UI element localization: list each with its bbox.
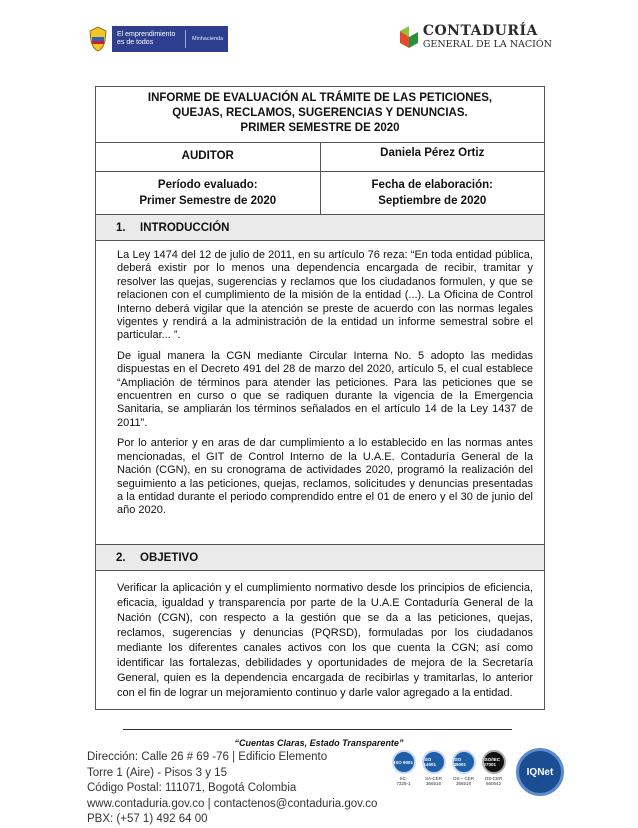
date-cell <box>320 172 545 214</box>
report-title <box>96 87 544 143</box>
gov-divider <box>185 30 186 48</box>
auditor-label: AUDITOR <box>181 150 234 162</box>
auditor-name: Daniela Pérez Ortiz <box>320 143 545 171</box>
certification-badge <box>480 750 507 796</box>
gov-slogan <box>117 31 179 47</box>
section-number: 1. <box>116 221 126 234</box>
auditor-row <box>96 143 544 172</box>
badge-code: OS-CER 660642 <box>484 776 503 786</box>
report-title-line2: QUEJAS, RECLAMOS, SUGERENCIAS Y DENUNCIAS. <box>172 107 468 119</box>
footer-contact <box>87 750 377 828</box>
certification-badge <box>420 750 447 796</box>
government-banner <box>112 26 228 52</box>
coat-of-arms-icon <box>87 25 109 53</box>
certification-badge <box>450 750 477 796</box>
objective-body <box>96 571 544 709</box>
date-label: Fecha de elaboración: <box>371 179 493 191</box>
iqnet-badge-icon: IQNet <box>516 748 564 796</box>
report-table <box>95 86 545 710</box>
cgn-mark-icon <box>398 23 420 53</box>
introduction-body <box>96 241 544 545</box>
period-row <box>96 172 544 215</box>
cgn-logo <box>398 23 552 53</box>
footer-web-email: www.contaduria.gov.co | contactenos@contaduria.gov.co <box>87 797 378 810</box>
badge-code: SA-CER 366516 <box>424 776 442 786</box>
badge-code: SC- 7328-1 <box>396 776 411 786</box>
footer-postal-code: Código Postal: 111071, Bogotá Colombia <box>87 782 297 794</box>
gov-slogan-line1: El emprendimiento <box>117 31 176 38</box>
footer-slogan: “Cuentas Claras, Estado Transparente” <box>234 738 404 748</box>
iso-badge-icon: ISO 9001 <box>392 750 416 774</box>
iso-badge-icon: ISO/IEC 27001 <box>482 750 506 774</box>
period-value: Primer Semestre de 2020 <box>139 195 277 207</box>
entity-name: CONTADURÍA <box>422 23 538 39</box>
intro-paragraph-2: De igual manera la CGN mediante Circular Interna No. 5 adopto las medidas dispuestas en el Decreto 491 del 28 de marzo del 2020, artículo 5, el cual establece “Ampliación de términos para atender las peticiones. Para las peticiones que se encuentren en curso o que se radiquen durante la vigencia de la Emergencia Sanitaria, se ampliarán los términos señalados en el artículo 14 de la Ley 1437 de 2011”. <box>117 349 533 429</box>
iso-badge-icon: ISO 45001 <box>452 750 476 774</box>
badge-code: OS – CER 366518 <box>452 776 474 786</box>
section-title: INTRODUCCIÓN <box>140 221 230 234</box>
report-title-line3: PRIMER SEMESTRE DE 2020 <box>240 122 400 134</box>
section-number: 2. <box>116 551 126 564</box>
footer-address: Dirección: Calle 26 # 69 -76 | Edificio Elemento <box>87 751 328 763</box>
section-title: OBJETIVO <box>140 551 199 564</box>
section-heading-introduction <box>96 215 544 241</box>
intro-paragraph-3: Por lo anterior y en aras de dar cumplimiento a lo establecido en las normas antes mencionadas, el GIT de Control Interno de la U.A.E. Contaduría General de la Nación (CGN), en su cronograma de actividades 2020, programó la realización del seguimiento a las peticiones, quejas, reclamos, solicitudes y denuncias presentadas a la entidad durante el periodo comprendido entre el 01 de enero y el 30 de junio del año 2020. <box>117 437 533 517</box>
period-label: Período evaluado: <box>157 179 258 191</box>
iso-badge-icon: ISO 14001 <box>422 750 446 774</box>
ministry-label: Minhacienda <box>192 35 224 42</box>
intro-paragraph-1: La Ley 1474 del 12 de julio de 2011, en su artículo 76 reza: “En toda entidad pública, deberá existir por lo menos una dependencia encargada de recibir, tramitar y resolver las quejas, sugerencias y reclamos que los ciudadanos formulen, y que se relacionen con el cumplimiento de la misión de la entidad (...). La Oficina de Control Interno deberá vigilar que la atención se preste de acuerdo con las normas legales vigentes y rendirá a la administración de la entidad un informe semestral sobre el particular... ”. <box>117 249 533 342</box>
entity-subtitle: GENERAL DE LA NACIÓN <box>422 39 552 50</box>
certification-badge <box>390 750 417 796</box>
report-title-line1: INFORME DE EVALUACIÓN AL TRÁMITE DE LAS PETICIONES, <box>147 92 493 104</box>
section-heading-objective <box>96 545 544 571</box>
objective-paragraph: Verificar la aplicación y el cumplimiento normativo desde los principios de eficiencia, eficacia, igualdad y transparencia por parte de la U.A.E Contaduría General de la Nación (CGN), con respecto a la gestión que se da a las peticiones, quejas, reclamos, sugerencias y denuncias (PQRSD), formuladas por los ciudadanos mediante los diferentes canales activos con los que cuenta la CGN; así como identificar las fortalezas, debilidades y oportunidades de mejora de la Secretaría General, quien es la dependencia encargada de recibirlas y tramitarlas, lo anterior con el fin de lograr un mejoramiento continuo y darle valor agregado a la entidad. <box>117 582 533 699</box>
certification-badges <box>390 750 564 796</box>
footer-phone: PBX: (+57 1) 492 64 00 <box>87 813 208 825</box>
footer-divider <box>123 729 512 730</box>
date-value: Septiembre de 2020 <box>378 195 487 207</box>
period-cell <box>96 172 320 214</box>
footer-tower: Torre 1 (Aire) - Pisos 3 y 15 <box>87 766 227 779</box>
gov-slogan-line2: es de todos <box>117 39 154 46</box>
government-logo <box>87 24 228 54</box>
